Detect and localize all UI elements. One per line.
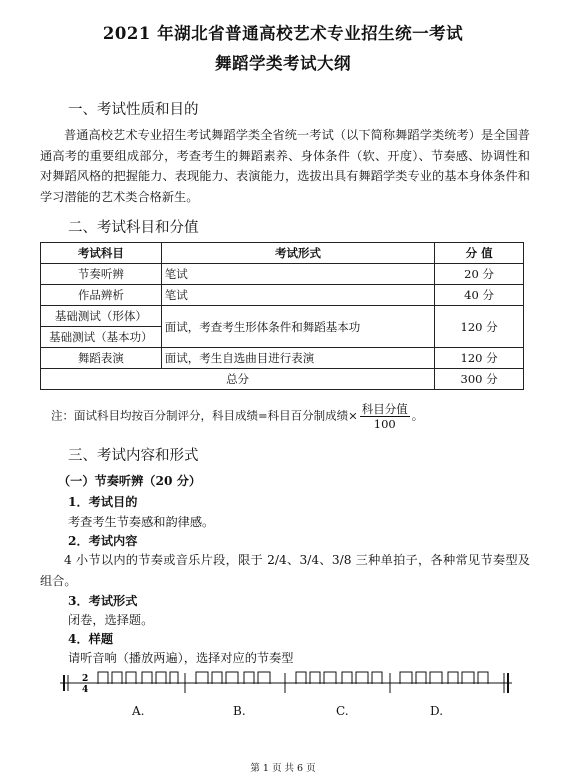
table-cell: 120 分 (435, 306, 524, 348)
section1-paragraph: 普通高校艺术专业招生考试舞蹈学类全省统一考试（以下简称舞蹈学类统考）是全国普通高考的重要组成部分，考查考生的舞蹈素养、身体条件（软、开度）、节奏感、协调性和对舞蹈风格的把握能力、表现能力、表演能力，选拔出具有舞蹈学类专业的基本身体条件和学习潜能的艺术类合格新生。 (40, 128, 530, 204)
table-cell: 20 分 (435, 264, 524, 285)
table-cell: 300 分 (435, 369, 524, 390)
table-cell: 基础测试（形体） (41, 306, 162, 327)
table-row (41, 306, 524, 327)
section2-heading: 二、考试科目和分值 (68, 220, 199, 236)
item-title: 3．考试形式 (68, 594, 138, 608)
item-text: 请听音响（播放两遍），选择对应的节奏型 (68, 651, 294, 665)
item-text: 闭卷，选择题。 (68, 613, 154, 627)
table-cell: 40 分 (435, 285, 524, 306)
option-b-label: B. (233, 704, 246, 718)
note-text: 注：面试科目均按百分制评分，科目成绩=科目百分制成绩× (51, 408, 358, 423)
table-header: 考试科目 (41, 243, 162, 264)
table-cell: 舞蹈表演 (41, 348, 162, 369)
fraction-numerator: 科目分值 (361, 402, 408, 416)
subsection-title: （一）节奏听辨（20 分） (58, 474, 202, 488)
table-row (41, 348, 524, 369)
table-cell: 基础测试（基本功） (41, 327, 162, 348)
table-row (41, 285, 524, 306)
table-header: 考试形式 (161, 243, 434, 264)
item-title: 1．考试目的 (68, 495, 138, 509)
table-cell: 总分 (41, 369, 435, 390)
option-c-label: C. (336, 704, 349, 718)
note-suffix: 。 (411, 408, 424, 423)
table-cell: 面试，考查考生形体条件和舞蹈基本功 (161, 306, 434, 348)
time-signature-top: 2 (82, 674, 89, 684)
option-a-label: A. (132, 704, 145, 718)
exam-subjects-table (40, 242, 524, 390)
item-text: 考查考生节奏感和韵律感。 (68, 515, 215, 529)
table-header-row (41, 243, 524, 264)
option-d-label: D. (430, 704, 444, 718)
table-cell: 笔试 (161, 264, 434, 285)
item-text: 4 小节以内的节奏或音乐片段，限于 2/4、3/4、3/8 三种单拍子，各种常见节奏型及组合。 (40, 553, 530, 588)
table-cell: 笔试 (161, 285, 434, 306)
table-header: 分 值 (435, 243, 524, 264)
section1-heading: 一、考试性质和目的 (68, 102, 199, 118)
score-note (51, 402, 423, 431)
section3-heading: 三、考试内容和形式 (68, 448, 199, 464)
table-row (41, 264, 524, 285)
doc-title-line1: 2021 年湖北省普通高校艺术专业招生统一考试 (102, 24, 464, 43)
table-cell: 作品辨析 (41, 285, 162, 306)
fraction-denominator: 100 (373, 417, 396, 431)
rhythm-notation (60, 667, 520, 699)
table-total-row (41, 369, 524, 390)
table-cell: 节奏听辨 (41, 264, 162, 285)
page-footer: 第 1 页 共 6 页 (250, 763, 316, 774)
doc-title-line2: 舞蹈学类考试大纲 (215, 54, 351, 73)
table-cell: 面试，考生自选曲目进行表演 (161, 348, 434, 369)
time-signature-bottom: 4 (82, 685, 89, 695)
item-title: 4．样题 (68, 632, 114, 646)
table-cell: 120 分 (435, 348, 524, 369)
score-fraction (360, 402, 410, 431)
item-title: 2．考试内容 (68, 534, 138, 548)
